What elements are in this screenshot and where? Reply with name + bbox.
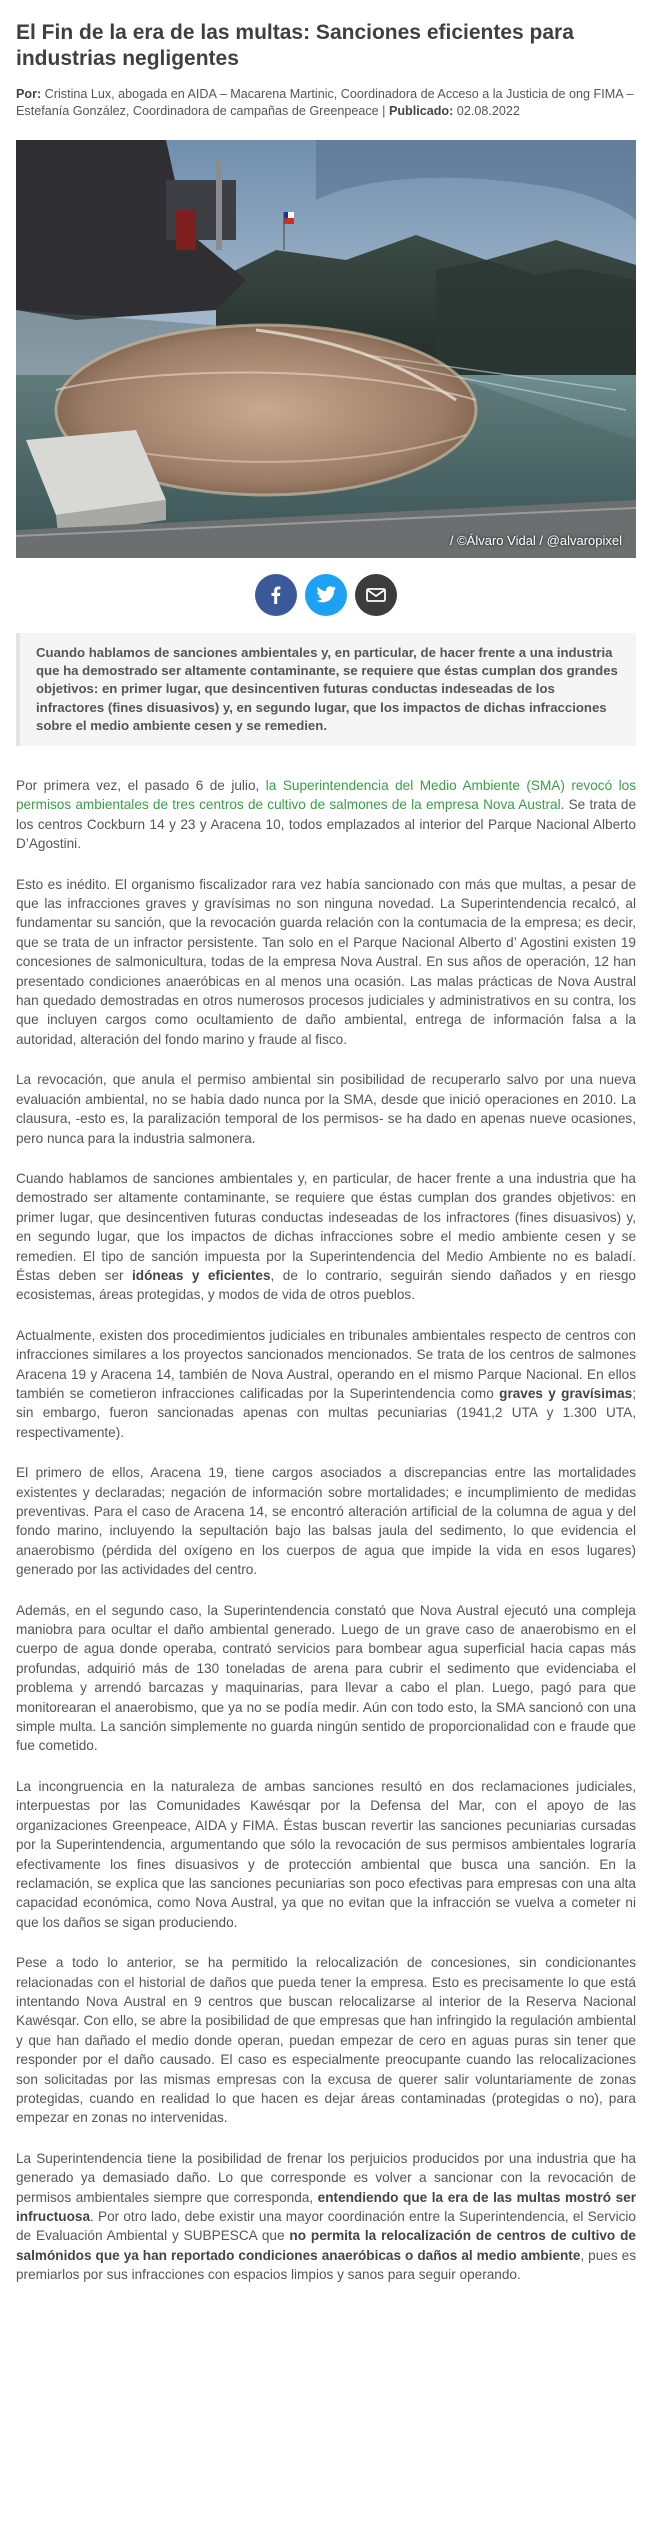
text-span: . Se trata de los centros Cockburn 14 y 23 y Aracena 10, todos emplazados al interior del Parque Nacional Alberto D’Agostini. bbox=[16, 797, 636, 852]
bold-span: entendiendo que la era de las multas mostró ser infructuosa bbox=[16, 2189, 637, 2225]
bold-span: no permita la relocalización de centros de cultivo de salmónidos que ya han reportado condiciones anaeróbicas o daños al medio ambiente bbox=[16, 2228, 636, 2263]
paragraph-7: Además, en el segundo caso, la Superintendencia constató que Nova Austral ejecutó una compleja maniobra para ocultar el daño ambiental generado. Luego de un grave caso de anaerobismo en el cuerpo de agua donde operaba, contrató servicios para bombear agua superficial hacia capas más profundas, adquirió más de 130 toneladas de arena para cubrir el sedimento que evidenciaba el problema y arrendó barcazas y maquinarias, para llevar a cabo el plan. Luego, pagó para que monitorearan el anaerobismo, que ya no se podía medir. Aún con todo esto, la SMA sancionó con una simple multa. La sanción simplemente no guarda ningún sentido de proporcionalidad con e fraude que fue cometido. bbox=[16, 1602, 636, 1754]
text-span: Actualmente, existen dos procedimientos judiciales en tribunales ambientales respecto de centros con infracciones similares a los proyectos sancionados mencionados. Se trata de los centros de salmones Aracena 19 y Aracena 14, también de Nova Austral, operando en el mismo Parque Nacional. En ellos también se cometieron infracciones calificadas por la Superintendencia como bbox=[16, 1327, 636, 1401]
photo-credit: / ©Álvaro Vidal / @alvaropixel bbox=[449, 533, 622, 548]
paragraph-9: Pese a todo lo anterior, se ha permitido la relocalización de concesiones, sin condicionantes relacionadas con el historial de daños que pueda tener la empresa. Esto es precisamente lo que está intentando Nova Austral en 9 centros que buscan relocalizarse al interior de la Reserva Nacional Kawésqar. Con ello, se abre la posibilidad de que empresas que han infringido la regulación ambiental y que han dañado el medio donde operan, puedan empezar de cero en aguas puras sin tener que responder por el daño causado. El caso es especialmente preocupante cuando las relocalizaciones son solicitadas por las mismas empresas con la excusa de querer salir voluntariamente de zonas protegidas, cuando en realidad lo que hacen es dejar áreas contaminadas (protegidas o no), para empezar en zonas no intervenidas. bbox=[16, 1955, 636, 2126]
text-span: , de lo contrario, seguirán siendo dañados y en riesgo ecosistemas, áreas protegidas, y modos de vida de otros pueblos. bbox=[16, 1267, 636, 1303]
salmon-farm-illustration bbox=[16, 140, 636, 558]
sma-revocation-link[interactable]: la Superintendencia del Medio Ambiente (SMA) revocó los permisos ambientales de tres centros de cultivo de salmones de la empresa Nova Austral bbox=[16, 778, 636, 813]
hero-photo bbox=[16, 140, 636, 558]
facebook-share-button[interactable] bbox=[255, 574, 297, 616]
email-share-button[interactable] bbox=[355, 574, 397, 616]
byline bbox=[16, 86, 636, 120]
paragraph-3: La revocación, que anula el permiso ambiental sin posibilidad de recuperarlo salvo por una nueva evaluación ambiental, no se había dado nunca por la SMA, desde que inició operaciones en 2010. La clausura, -esto es, la paralización temporal de los permisos- se ha dado en apenas nueve ocasiones, pero nunca para la industria salmonera. bbox=[16, 1072, 636, 1146]
bold-span: graves y gravísimas bbox=[499, 1385, 633, 1401]
authors: Cristina Lux, abogada en AIDA – Macarena Martinic, Coordinadora de Acceso a la Justicia de ong FIMA – Estefanía González, Coordinadora de campañas de Greenpeace | bbox=[16, 87, 634, 118]
by-label: Por: bbox=[16, 87, 42, 101]
published-date: 02.08.2022 bbox=[453, 104, 520, 118]
article-title: El Fin de la era de las multas: Sanciones eficientes para industrias negligentes bbox=[16, 21, 574, 70]
article-body bbox=[16, 776, 636, 2285]
text-span: ; sin embargo, fueron sancionadas apenas con multas pecuniarias (1941,2 UTA y 1.300 UTA, respectivamente). bbox=[16, 1385, 636, 1440]
text-span: , pues es premiarlos por sus infracciones con espacios limpios y sanos para seguir operando. bbox=[16, 2247, 636, 2283]
mail-icon bbox=[365, 586, 387, 604]
paragraph-10 bbox=[16, 2149, 636, 2285]
bold-span: idóneas y eficientes bbox=[132, 1267, 271, 1283]
share-bar bbox=[16, 574, 636, 616]
twitter-share-button[interactable] bbox=[305, 574, 347, 616]
paragraph-4 bbox=[16, 1169, 636, 1305]
paragraph-1 bbox=[16, 776, 636, 854]
text-span: Cuando hablamos de sanciones ambientales y, en particular, de hacer frente a una industria que ha demostrado ser altamente contaminante, se requiere que éstas cumplan dos grandes objetivos: en primer lugar, que desincentiven futuras conductas indeseadas de los infractores (fines disuasivos) y, en segundo lugar, que los impactos de dichas infracciones sobre el medio ambiente cesen y se remedien. El tipo de sanción impuesta por la Superintendencia del Medio Ambiente no es baladí. Éstas deben ser bbox=[16, 1170, 636, 1283]
facebook-icon bbox=[266, 585, 286, 605]
text-span: Por primera vez, el pasado 6 de julio, bbox=[16, 778, 266, 794]
paragraph-2: Esto es inédito. El organismo fiscalizador rara vez había sancionado con más que multas, a pesar de que las infracciones graves y gravísimas no son ninguna novedad. La Superintendencia recalcó, al fundamentar su sanción, que la revocación guarda relación con la contumacia de la empresa; es decir, que se trata de un infractor persistente. Tan solo en el Parque Nacional Alberto d’ Agostini existen 19 concesiones de salmonicultura, todas de la empresa Nova Austral. En sus años de operación, 12 han presentado condiciones anaeróbicas en al menos una ocasión. Las malas prácticas de Nova Austral han quedado demostradas en otros numerosos procesos judiciales y administrativos en su contra, los que incluyen cargos como ocultamiento de daño ambiental, entrega de información falsa a la autoridad, alteración del fondo marino y fraude al fisco. bbox=[16, 876, 636, 1047]
paragraph-8: La incongruencia en la naturaleza de ambas sanciones resultó en dos reclamaciones judiciales, interpuestas por las Comunidades Kawésqar por la Defensa del Mar, con el apoyo de las organizaciones Greenpeace, AIDA y FIMA. Éstas buscan revertir las sanciones pecuniarias cursadas por la Superintendencia, argumentando que sólo la revocación de sus permisos ambientales lograría efectivamente los fines disuasivos y de protección ambiental que busca una sanción. En la reclamación, se explica que las sanciones pecuniarias son poco efectivas para empresas con una alta capacidad económica, como Nova Austral, ya que no evitan que la infracción se vuelva a cometer ni que los daños se sigan produciendo. bbox=[16, 1778, 636, 1930]
published-label: Publicado: bbox=[388, 104, 454, 118]
paragraph-5 bbox=[16, 1326, 636, 1442]
paragraph-6: El primero de ellos, Aracena 19, tiene cargos asociados a discrepancias entre las mortalidades existentes y declaradas; negación de información sobre mortalidades; e incumplimiento de medidas preventivas. Para el caso de Aracena 14, se encontró alteración artificial de la columna de agua y del fondo marino, incluyendo la sepultación bajo las balsas jaula del sedimento, lo que evidencia el anaerobismo (pérdida del oxígeno en los cuerpos de agua que impide la vida en esos lugares) generado por las actividades del centro. bbox=[16, 1465, 636, 1578]
text-span: . Por otro lado, debe existir una mayor coordinación entre la Superintendencia, el Servicio de Evaluación Ambiental y SUBPESCA que bbox=[16, 2209, 636, 2244]
text-span: La Superintendencia tiene la posibilidad de frenar los perjuicios producidos por una industria que ha generado ya demasiado daño. Lo que corresponde es volver a sancionar con la revocación de permisos ambientales siempre que corresponda, bbox=[16, 2150, 636, 2205]
lead-quote: Cuando hablamos de sanciones ambientales y, en particular, de hacer frente a una industria que ha demostrado ser altamente contaminante, se requiere que éstas cumplan dos grandes objetivos: en primer lugar, que desincentiven futuras conductas indeseadas de los infractores (fines disuasivos) y, en segundo lugar, que los impactos de dichas infracciones sobre el medio ambiente cesen y se remedien. bbox=[16, 633, 636, 746]
twitter-icon bbox=[315, 585, 337, 605]
